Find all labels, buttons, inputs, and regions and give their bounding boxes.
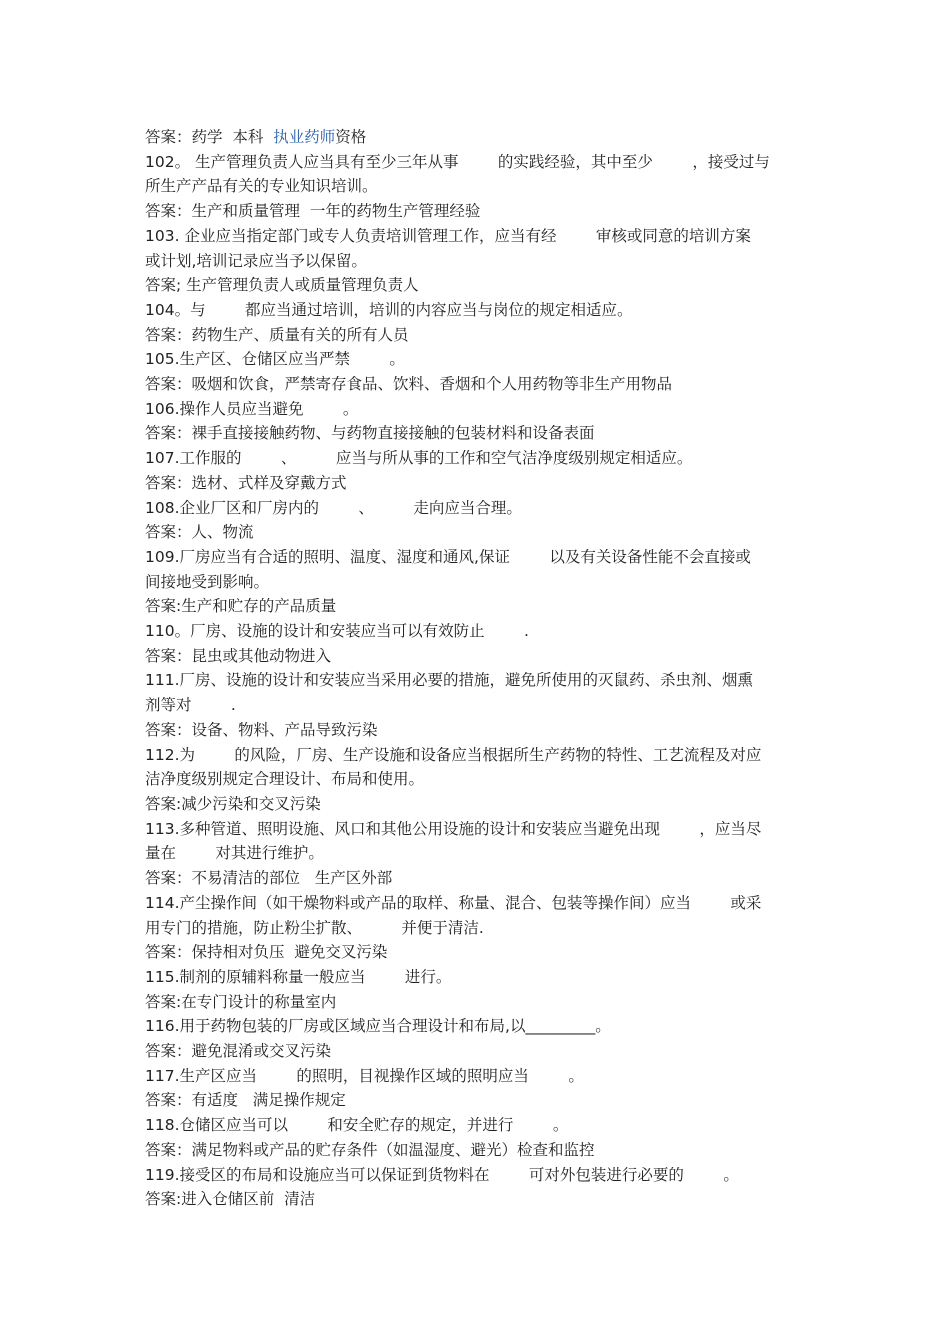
answer-line: 答案:生产和贮存的产品质量 bbox=[145, 597, 337, 616]
question-line: 116.用于药物包装的厂房或区域应当合理设计和布局,以_________。 bbox=[145, 1017, 611, 1036]
question-line: 103. 企业应当指定部门或专人负责培训管理工作，应当有经 审核或同意的培训方案 bbox=[145, 226, 751, 245]
answer-suffix: 资格 bbox=[335, 128, 367, 146]
question-line: 110。厂房、设施的设计和安装应当可以有效防止 . bbox=[145, 622, 529, 641]
answer-line: 答案:在专门设计的称量室内 bbox=[145, 992, 337, 1011]
answer-line: 答案：有适度 满足操作规定 bbox=[145, 1091, 346, 1110]
question-line: 115.制剂的原辅料称量一般应当 进行。 bbox=[145, 967, 452, 986]
question-line: 洁净度级别规定合理设计、布局和使用。 bbox=[145, 770, 425, 789]
question-line: 104。与 都应当通过培训，培训的内容应当与岗位的规定相适应。 bbox=[145, 300, 633, 319]
question-line: 114.产尘操作间（如干燥物料或产品的取样、称量、混合、包装等操作间）应当 或采 bbox=[145, 893, 762, 912]
question-line: 118.仓储区应当可以 和安全贮存的规定，并进行 。 bbox=[145, 1116, 569, 1135]
answer-line: 答案：人、物流 bbox=[145, 523, 254, 542]
question-line: 106.操作人员应当避免 。 bbox=[145, 399, 359, 418]
answer-line: 答案：满足物料或产品的贮存条件（如温湿度、避光）检查和监控 bbox=[145, 1140, 595, 1159]
question-line: 107.工作服的 、 应当与所从事的工作和空气洁净度级别规定相适应。 bbox=[145, 449, 693, 468]
answer-line: 答案：生产和质量管理 一年的药物生产管理经验 bbox=[145, 202, 481, 221]
answer-line: 答案:进入仓储区前 清洁 bbox=[145, 1190, 316, 1209]
answer-line: 答案; 生产管理负责人或质量管理负责人 bbox=[145, 276, 419, 295]
question-line: 119.接受区的布局和设施应当可以保证到货物料在 可对外包装进行必要的 。 bbox=[145, 1165, 739, 1184]
answer-line bbox=[145, 125, 810, 150]
answer-line: 答案：保持相对负压 避免交叉污染 bbox=[145, 943, 388, 962]
answer-line: 答案：昆虫或其他动物进入 bbox=[145, 646, 332, 665]
answer-line: 答案：设备、物料、产品导致污染 bbox=[145, 720, 378, 739]
question-line: 111.厂房、设施的设计和安装应当采用必要的措施，避免所使用的灭鼠药、杀虫剂、烟熏 bbox=[145, 671, 754, 690]
question-line: 117.生产区应当 的照明，目视操作区域的照明应当 。 bbox=[145, 1066, 584, 1085]
answer-line: 答案：不易清洁的部位 生产区外部 bbox=[145, 869, 393, 888]
question-line: 剂等对 . bbox=[145, 696, 236, 715]
question-line: 用专门的措施，防止粉尘扩散、 并便于清洁. bbox=[145, 918, 484, 937]
answer-line: 答案：选材、式样及穿戴方式 bbox=[145, 473, 347, 492]
question-line: 所生产产品有关的专业知识培训。 bbox=[145, 177, 378, 196]
answer-prefix: 答案：药学 本科 bbox=[145, 128, 274, 146]
pharmacist-link[interactable]: 执业药师 bbox=[273, 128, 336, 146]
question-line: 或计划,培训记录应当予以保留。 bbox=[145, 251, 367, 270]
answer-line: 答案：避免混淆或交叉污染 bbox=[145, 1042, 332, 1061]
question-line: 113.多种管道、照明设施、风口和其他公用设施的设计和安装应当避免出现 ，应当尽 bbox=[145, 819, 762, 838]
question-line: 间接地受到影响。 bbox=[145, 572, 270, 591]
answer-line: 答案：裸手直接接触药物、与药物直接接触的包装材料和设备表面 bbox=[145, 424, 595, 443]
answer-line: 答案：药物生产、质量有关的所有人员 bbox=[145, 325, 409, 344]
qa-text-block bbox=[145, 125, 810, 1212]
question-line: 105.生产区、仓储区应当严禁 。 bbox=[145, 350, 405, 369]
answer-line: 答案:减少污染和交叉污染 bbox=[145, 794, 321, 813]
question-line: 量在 对其进行维护。 bbox=[145, 844, 324, 863]
question-line: 112.为 的风险，厂房、生产设施和设备应当根据所生产药物的特性、工艺流程及对应 bbox=[145, 745, 762, 764]
question-line: 109.厂房应当有合适的照明、温度、湿度和通风,保证 以及有关设备性能不会直接或 bbox=[145, 547, 751, 566]
answer-line: 答案：吸烟和饮食，严禁寄存食品、饮料、香烟和个人用药物等非生产用物品 bbox=[145, 375, 673, 394]
question-line: 102。 生产管理负责人应当具有至少三年从事 的实践经验，其中至少 ，接受过与 bbox=[145, 152, 770, 171]
question-line: 108.企业厂区和厂房内的 、 走向应当合理。 bbox=[145, 498, 522, 517]
